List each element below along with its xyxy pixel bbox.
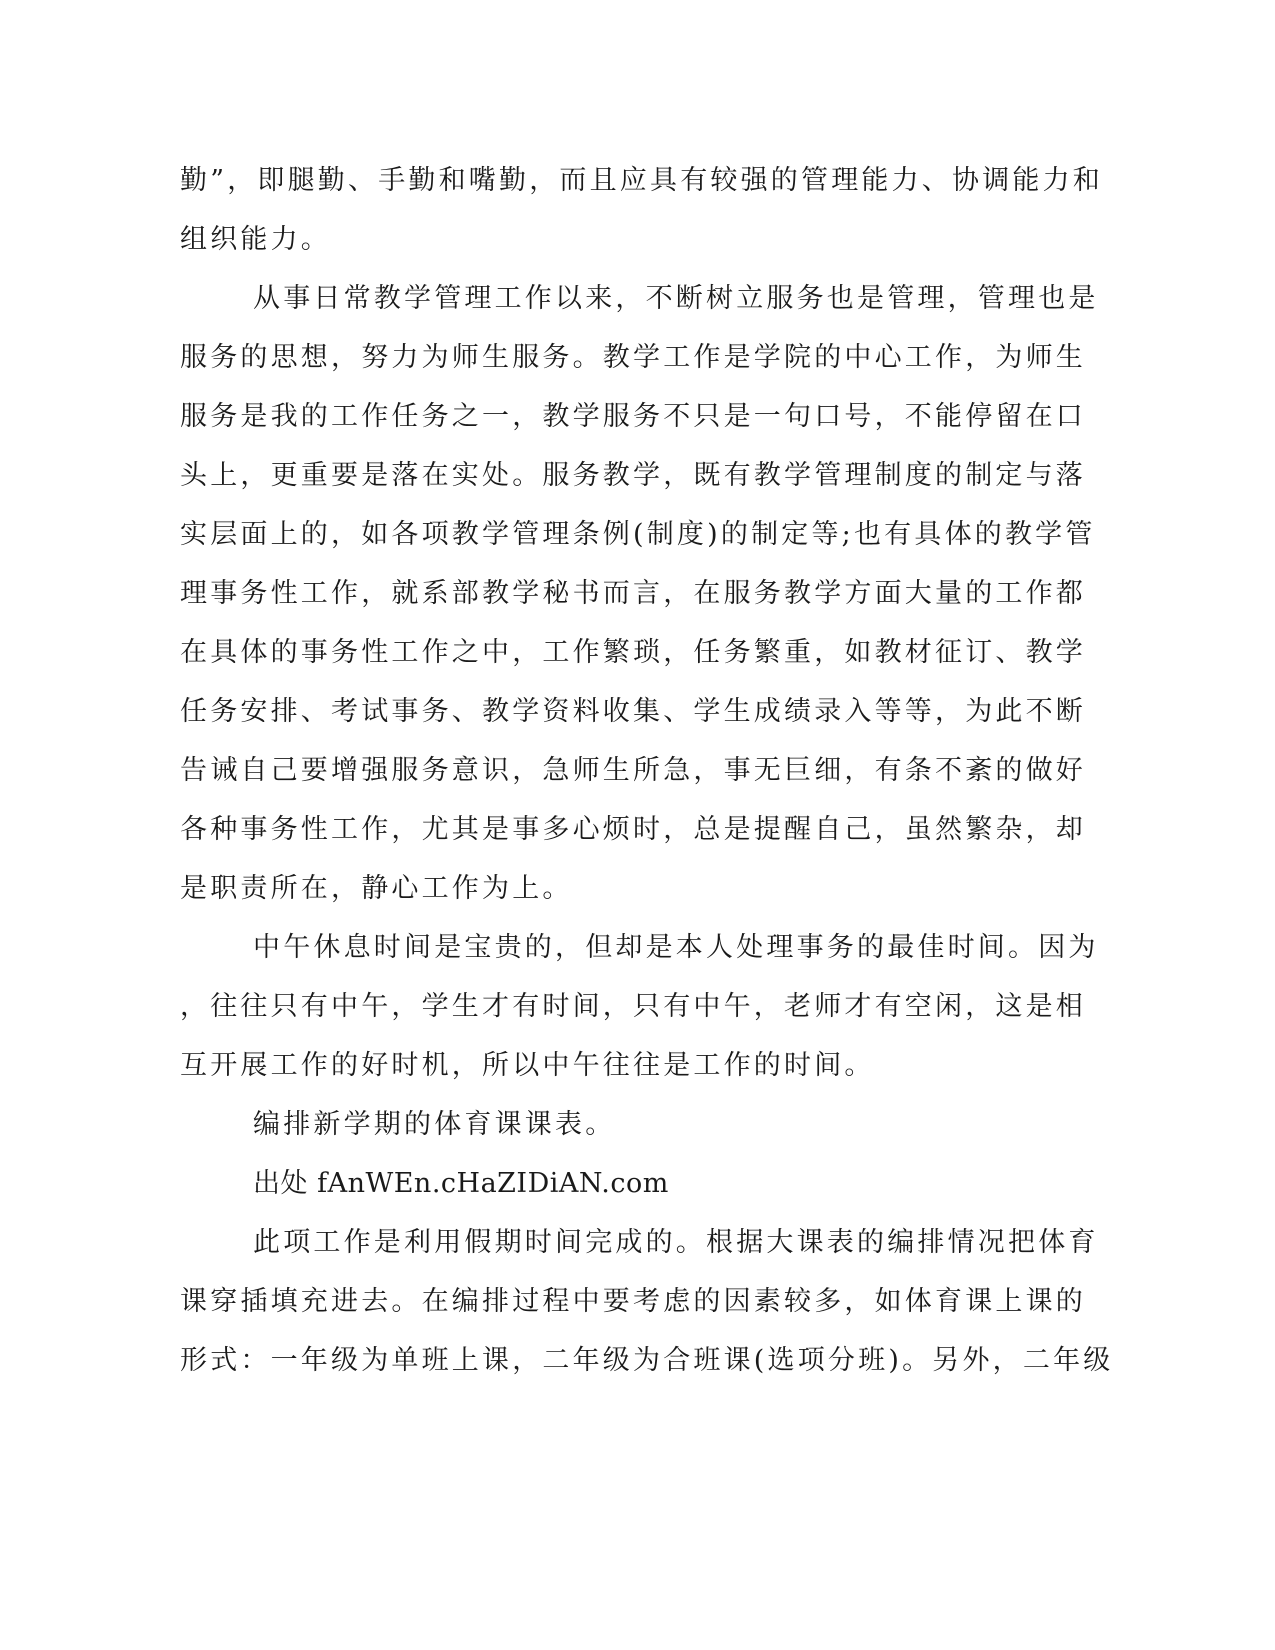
paragraph-first-line: 此项工作是利用假期时间完成的。根据大课表的编排情况把体育: [253, 1227, 1099, 1258]
text-line: 在具体的事务性工作之中，工作繁琐，任务繁重，如教材征订、教学: [180, 637, 1086, 668]
text-line: 课穿插填充进去。在编排过程中要考虑的因素较多，如体育课上课的: [180, 1286, 1086, 1317]
text-line: 任务安排、考试事务、教学资料收集、学生成绩录入等等，为此不断: [180, 696, 1086, 727]
text-line: 服务是我的工作任务之一，教学服务不只是一句口号，不能停留在口: [180, 401, 1086, 432]
text-line: 组织能力。: [180, 224, 331, 255]
text-line: 各种事务性工作，尤其是事多心烦时，总是提醒自己，虽然繁杂，却: [180, 814, 1086, 845]
text-line: 实层面上的，如各项教学管理条例(制度)的制定等;也有具体的教学管: [180, 519, 1096, 550]
source-line: 出处 fAnWEn.cHaZIDiAN.com: [253, 1168, 669, 1199]
text-line: 勤”，即腿勤、手勤和嘴勤，而且应具有较强的管理能力、协调能力和: [180, 165, 1104, 196]
paragraph-first-line: 从事日常教学管理工作以来，不断树立服务也是管理，管理也是: [253, 283, 1099, 314]
paragraph-first-line: 中午休息时间是宝贵的，但却是本人处理事务的最佳时间。因为: [253, 932, 1099, 963]
text-line: 服务的思想，努力为师生服务。教学工作是学院的中心工作，为师生: [180, 342, 1086, 373]
text-line: 互开展工作的好时机，所以中午往往是工作的时间。: [180, 1050, 875, 1081]
text-line: 理事务性工作，就系部教学秘书而言，在服务教学方面大量的工作都: [180, 578, 1086, 609]
heading-line: 编排新学期的体育课课表。: [253, 1109, 616, 1140]
text-line: 告诫自己要增强服务意识，急师生所急，事无巨细，有条不紊的做好: [180, 755, 1086, 786]
text-line: ，往往只有中午，学生才有时间，只有中午，老师才有空闲，这是相: [180, 991, 1086, 1022]
text-line: 头上，更重要是落在实处。服务教学，既有教学管理制度的制定与落: [180, 460, 1086, 491]
text-line: 是职责所在，静心工作为上。: [180, 873, 573, 904]
text-line: 形式：一年级为单班上课，二年级为合班课(选项分班)。另外，二年级: [180, 1345, 1114, 1376]
